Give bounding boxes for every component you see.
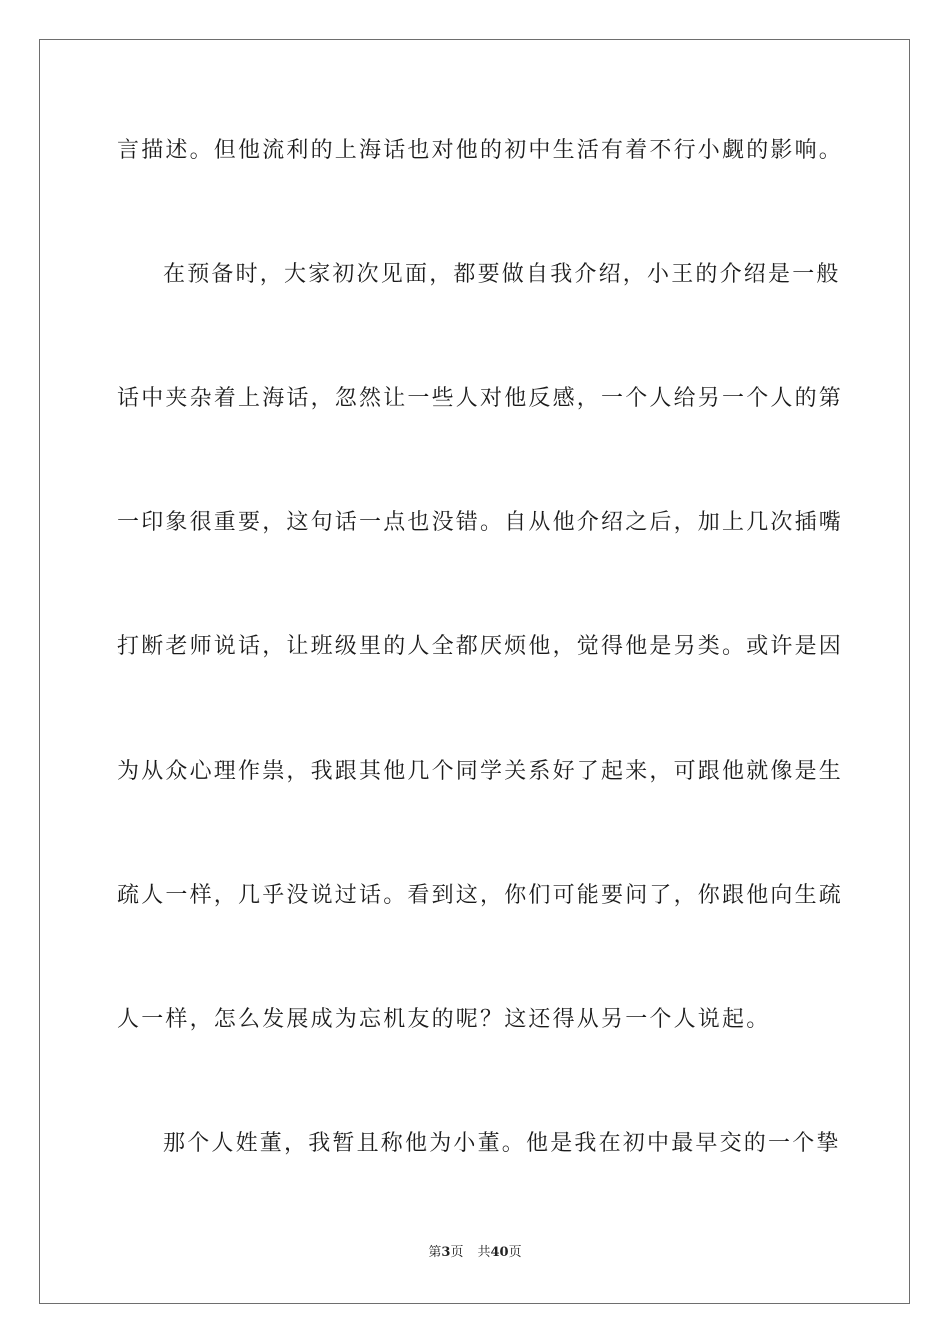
footer-total-prefix: 共 [477,1245,491,1260]
text-line-1: 言描述。但他流利的上海话也对他的初中生活有着不行小觑的影响。 [117,138,844,163]
footer-page-number: 3 [441,1245,451,1260]
page-border [39,39,910,1304]
text-line-2: 在预备时，大家初次见面，都要做自我介绍，小王的介绍是一般 [163,262,841,287]
text-line-6: 为从众心理作祟，我跟其他几个同学关系好了起来，可跟他就像是生 [117,759,844,784]
text-line-4: 一印象很重要，这句话一点也没错。自从他介绍之后，加上几次插嘴 [117,510,844,535]
footer-page-suffix: 页 [450,1245,464,1260]
text-line-5: 打断老师说话，让班级里的人全都厌烦他，觉得他是另类。或许是因 [117,634,844,659]
text-line-7: 疏人一样，几乎没说过话。看到这，你们可能要问了，你跟他向生疏 [117,883,844,908]
footer-total-suffix: 页 [508,1245,522,1260]
footer-total-pages: 40 [490,1245,509,1260]
page-footer [0,1244,950,1262]
text-line-9: 那个人姓董，我暂且称他为小董。他是我在初中最早交的一个挚 [163,1131,841,1156]
text-line-3: 话中夹杂着上海话，忽然让一些人对他反感，一个人给另一个人的第 [117,386,844,411]
text-line-8: 人一样，怎么发展成为忘机友的呢？这还得从另一个人说起。 [117,1007,771,1032]
footer-page-prefix: 第 [428,1245,442,1260]
